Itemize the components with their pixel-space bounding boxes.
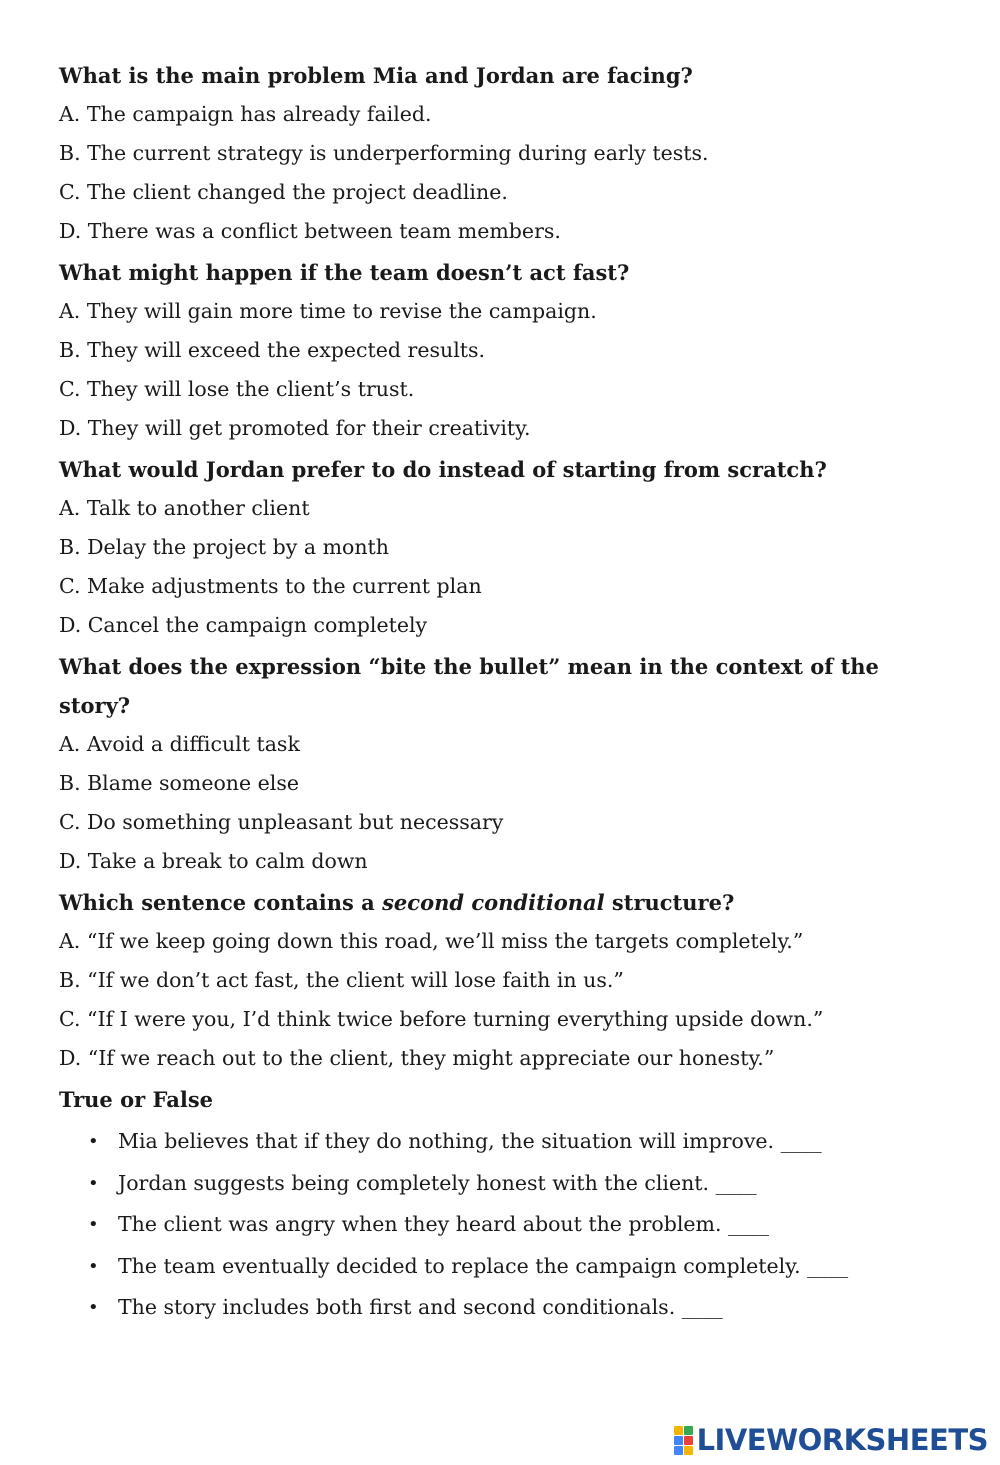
question-5 (59, 881, 959, 1078)
question-4-option-d[interactable]: D. Take a break to calm down (59, 849, 368, 873)
question-5-prompt (59, 881, 959, 922)
logo-block (684, 1446, 693, 1455)
logo-block (674, 1426, 683, 1435)
true-false-item-text: The story includes both first and second conditionals. ____ (118, 1295, 723, 1319)
true-false-title: True or False (59, 1087, 214, 1112)
question-4-option-a[interactable]: A. Avoid a difficult task (59, 732, 300, 756)
question-2 (59, 251, 959, 448)
question-3-option-c[interactable]: C. Make adjustments to the current plan (59, 574, 482, 598)
question-5-prompt-after: structure? (604, 890, 735, 915)
question-1-option-c[interactable]: C. The client changed the project deadline. (59, 180, 508, 204)
question-5-prompt-before: Which sentence contains a (59, 890, 383, 915)
bullet-icon: • (88, 1172, 99, 1194)
question-5-prompt-emphasis: second conditional (382, 890, 605, 915)
question-2-option-a[interactable]: A. They will gain more time to revise the campaign. (59, 299, 597, 323)
bullet-icon: • (88, 1214, 99, 1235)
true-false-item-text: Jordan suggests being completely honest with the client. ____ (118, 1170, 757, 1195)
question-2-option-c[interactable]: C. They will lose the client’s trust. (59, 377, 415, 401)
true-false-item-4[interactable] (59, 1246, 959, 1288)
bullet-icon: • (88, 1131, 99, 1152)
question-1-option-d[interactable]: D. There was a conflict between team members. (59, 219, 561, 243)
true-false-item-1[interactable] (59, 1121, 959, 1163)
liveworksheets-logo-icon (674, 1426, 693, 1455)
true-false-item-text: The client was angry when they heard about the problem. ____ (118, 1212, 770, 1236)
question-2-prompt: What might happen if the team doesn’t act fast? (59, 260, 630, 285)
bullet-icon: • (88, 1255, 99, 1277)
true-false-item-text: The team eventually decided to replace the campaign completely. ____ (118, 1253, 849, 1278)
logo-block (684, 1426, 693, 1435)
question-1-option-a[interactable]: A. The campaign has already failed. (59, 102, 432, 126)
question-4-option-c[interactable]: C. Do something unpleasant but necessary (59, 810, 504, 834)
question-4-prompt-line-1: What does the expression “bite the bullet” mean in the context of the (59, 654, 879, 679)
bullet-icon: • (88, 1297, 99, 1318)
question-2-option-d[interactable]: D. They will get promoted for their creativity. (59, 416, 531, 440)
question-2-option-b[interactable]: B. They will exceed the expected results. (59, 338, 486, 362)
true-false-item-2[interactable] (59, 1163, 959, 1205)
logo-block (684, 1436, 693, 1445)
true-false-list (59, 1121, 959, 1329)
question-1-option-b[interactable]: B. The current strategy is underperforming during early tests. (59, 141, 709, 165)
question-3-option-b[interactable]: B. Delay the project by a month (59, 535, 390, 559)
logo-block (674, 1436, 683, 1445)
liveworksheets-logo (674, 1423, 988, 1457)
question-1-prompt: What is the main problem Mia and Jordan are facing? (59, 63, 693, 88)
true-false-item-3[interactable] (59, 1204, 959, 1246)
question-5-option-d[interactable]: D. “If we reach out to the client, they might appreciate our honesty.” (59, 1046, 775, 1070)
question-4-option-b[interactable]: B. Blame someone else (59, 771, 299, 795)
true-false-section (59, 1078, 959, 1329)
worksheet (59, 54, 959, 1329)
liveworksheets-logo-text: LIVEWORKSHEETS (696, 1423, 988, 1457)
question-5-option-a[interactable]: A. “If we keep going down this road, we’ll miss the targets completely.” (59, 929, 804, 953)
true-false-item-5[interactable] (59, 1287, 959, 1329)
question-3-prompt: What would Jordan prefer to do instead of starting from scratch? (59, 457, 827, 482)
question-5-option-b[interactable]: B. “If we don’t act fast, the client will lose faith in us.” (59, 968, 624, 992)
question-3-option-d[interactable]: D. Cancel the campaign completely (59, 613, 428, 637)
question-3 (59, 448, 959, 645)
question-5-option-c[interactable]: C. “If I were you, I’d think twice before turning everything upside down.” (59, 1007, 824, 1031)
question-1 (59, 54, 959, 251)
question-4 (59, 645, 959, 881)
question-3-option-a[interactable]: A. Talk to another client (59, 496, 310, 520)
logo-block (674, 1446, 683, 1455)
question-4-prompt-line-2: story? (59, 693, 131, 718)
true-false-item-text: Mia believes that if they do nothing, the situation will improve. ____ (118, 1129, 822, 1153)
